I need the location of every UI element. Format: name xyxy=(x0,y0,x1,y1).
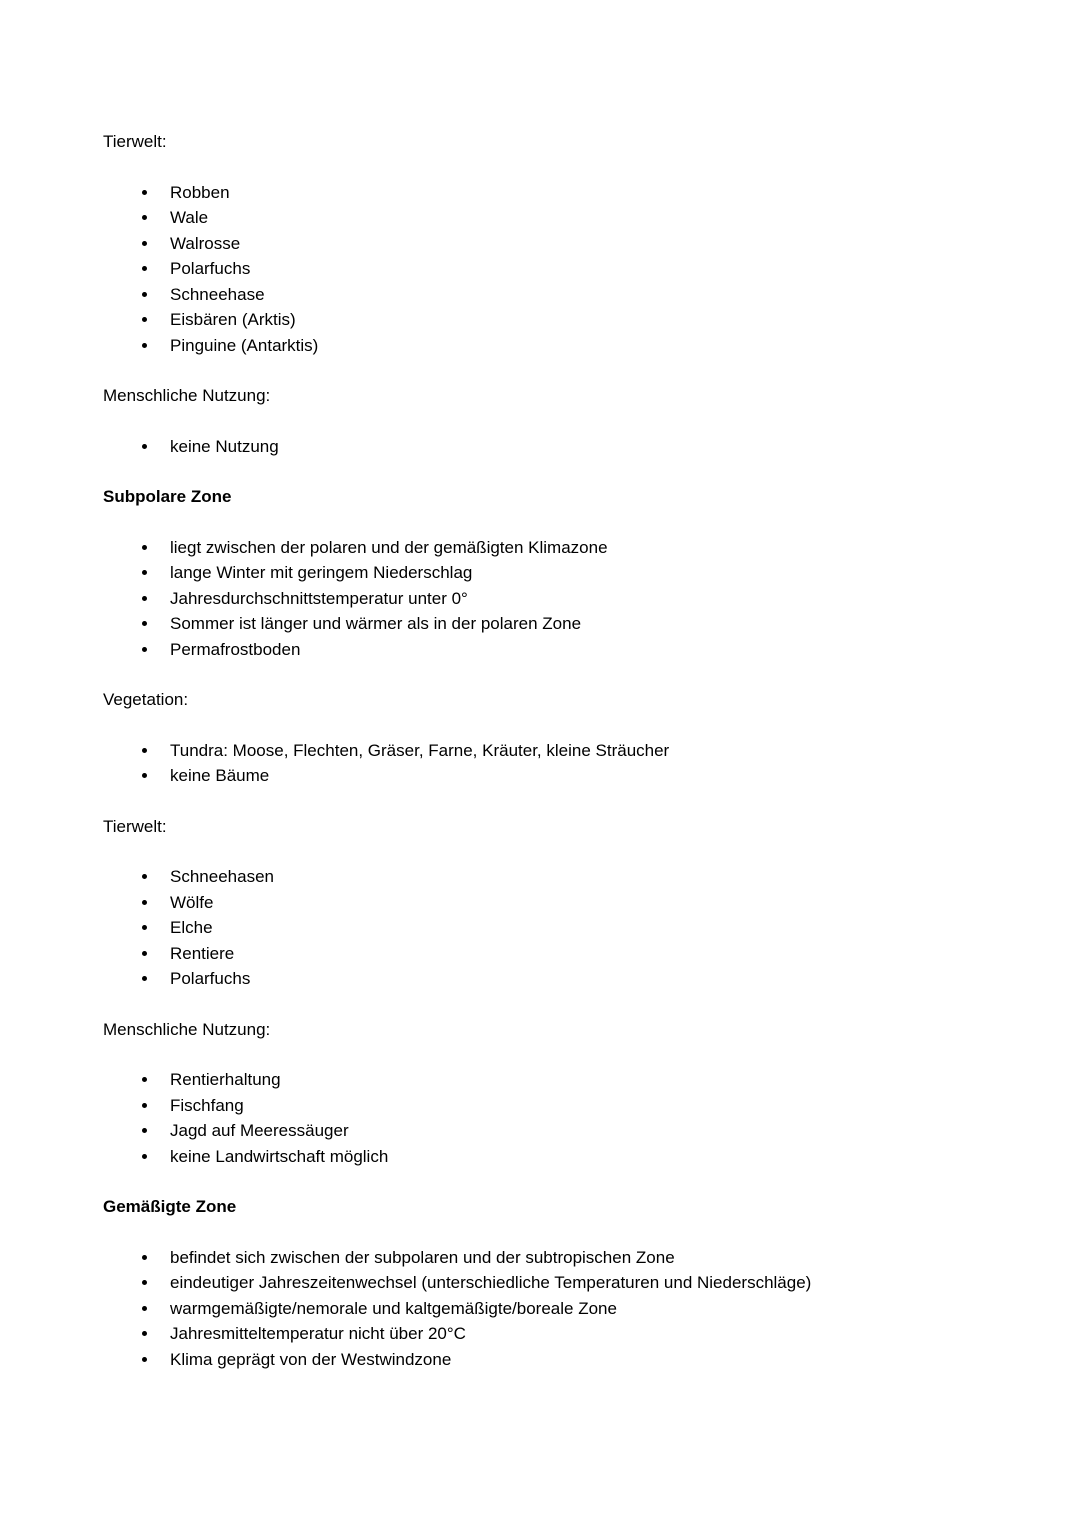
list-item xyxy=(103,637,960,663)
list-item-text: keine Bäume xyxy=(170,766,270,785)
bullet-list xyxy=(103,738,960,789)
list-item-text: Polarfuchs xyxy=(170,259,251,278)
bullet-icon xyxy=(142,1280,147,1285)
section-heading: Gemäßigte Zone xyxy=(103,1197,237,1216)
bullet-icon xyxy=(142,241,147,246)
bullet-icon xyxy=(142,1331,147,1336)
list-item-text: Elche xyxy=(170,918,213,937)
list-item-text: Wölfe xyxy=(170,892,214,912)
bullet-icon xyxy=(142,900,147,905)
bullet-icon xyxy=(142,1128,147,1133)
list-item xyxy=(103,333,960,359)
list-item-text: Schneehasen xyxy=(170,867,274,886)
list-item-text: Jahresdurchschnittstemperatur unter 0° xyxy=(170,588,468,608)
list-item xyxy=(103,738,960,764)
list-item xyxy=(103,434,960,460)
bullet-icon xyxy=(142,317,147,322)
bullet-icon xyxy=(142,951,147,956)
bullet-list xyxy=(103,180,960,359)
section-label: Vegetation: xyxy=(103,690,189,709)
list-item-text: warmgemäßigte/nemorale und kaltgemäßigte/boreale Zone xyxy=(170,1298,617,1318)
list-item xyxy=(103,941,960,967)
list-item xyxy=(103,966,960,992)
section-label: Tierwelt: xyxy=(103,816,167,836)
list-item-text: Pinguine (Antarktis) xyxy=(170,335,319,355)
list-item-text: Jagd auf Meeressäuger xyxy=(170,1121,349,1140)
list-item-text: keine Landwirtschaft möglich xyxy=(170,1146,389,1166)
list-item xyxy=(103,1245,960,1271)
list-item xyxy=(103,282,960,308)
list-item xyxy=(103,611,960,637)
list-item xyxy=(103,1347,960,1373)
list-item xyxy=(103,763,960,789)
list-item-text: Klima geprägt von der Westwindzone xyxy=(170,1349,452,1369)
list-item-text: Rentiere xyxy=(170,943,235,963)
list-item-text: eindeutiger Jahreszeitenwechsel (unterschiedliche Temperaturen und Niederschläge) xyxy=(170,1273,812,1292)
list-item-text: Eisbären (Arktis) xyxy=(170,310,296,329)
bullet-icon xyxy=(142,1306,147,1311)
list-item-text: Permafrostboden xyxy=(170,639,301,659)
bullet-icon xyxy=(142,545,147,550)
list-item xyxy=(103,864,960,890)
list-item xyxy=(103,915,960,941)
bullet-icon xyxy=(142,190,147,195)
list-item xyxy=(103,1144,960,1170)
list-item xyxy=(103,1296,960,1322)
list-item-text: Robben xyxy=(170,182,230,202)
section-label: Menschliche Nutzung: xyxy=(103,1019,271,1039)
list-item-text: lange Winter mit geringem Niederschlag xyxy=(170,563,473,582)
list-item xyxy=(103,890,960,916)
list-item-text: Sommer ist länger und wärmer als in der polaren Zone xyxy=(170,614,582,633)
bullet-icon xyxy=(142,292,147,297)
bullet-icon xyxy=(142,215,147,220)
bullet-icon xyxy=(142,621,147,626)
bullet-icon xyxy=(142,647,147,652)
list-item-text: liegt zwischen der polaren und der gemäßigten Klimazone xyxy=(170,537,608,557)
bullet-list xyxy=(103,864,960,992)
list-item-text: keine Nutzung xyxy=(170,436,279,456)
bullet-icon xyxy=(142,1077,147,1082)
list-item xyxy=(103,560,960,586)
list-item xyxy=(103,307,960,333)
bullet-icon xyxy=(142,1154,147,1159)
list-item-text: Jahresmitteltemperatur nicht über 20°C xyxy=(170,1324,466,1343)
bullet-icon xyxy=(142,444,147,449)
list-item-text: Schneehase xyxy=(170,284,265,304)
bullet-icon xyxy=(142,266,147,271)
bullet-list xyxy=(103,434,960,460)
list-item-text: Walrosse xyxy=(170,233,241,253)
list-item xyxy=(103,1093,960,1119)
section-label: Tierwelt: xyxy=(103,132,167,151)
section-label: Menschliche Nutzung: xyxy=(103,386,271,405)
list-item-text: Rentierhaltung xyxy=(170,1070,281,1089)
bullet-icon xyxy=(142,925,147,930)
list-item-text: Tundra: Moose, Flechten, Gräser, Farne, Kräuter, kleine Sträucher xyxy=(170,740,670,760)
list-item xyxy=(103,231,960,257)
bullet-list xyxy=(103,535,960,663)
bullet-icon xyxy=(142,596,147,601)
list-item xyxy=(103,1321,960,1347)
list-item xyxy=(103,256,960,282)
list-item xyxy=(103,1270,960,1296)
list-item xyxy=(103,535,960,561)
list-item xyxy=(103,1067,960,1093)
bullet-icon xyxy=(142,1103,147,1108)
list-item-text: Polarfuchs xyxy=(170,969,251,988)
list-item-text: befindet sich zwischen der subpolaren und der subtropischen Zone xyxy=(170,1247,675,1267)
bullet-icon xyxy=(142,343,147,348)
bullet-list xyxy=(103,1067,960,1169)
list-item-text: Wale xyxy=(170,208,209,227)
bullet-icon xyxy=(142,1255,147,1260)
bullet-icon xyxy=(142,976,147,981)
bullet-icon xyxy=(142,748,147,753)
bullet-icon xyxy=(142,570,147,575)
section-heading: Subpolare Zone xyxy=(103,487,232,506)
list-item xyxy=(103,180,960,206)
bullet-list xyxy=(103,1245,960,1373)
bullet-icon xyxy=(142,874,147,879)
bullet-icon xyxy=(142,1357,147,1362)
bullet-icon xyxy=(142,773,147,778)
list-item xyxy=(103,1118,960,1144)
list-item xyxy=(103,205,960,231)
list-item xyxy=(103,586,960,612)
list-item-text: Fischfang xyxy=(170,1095,244,1115)
